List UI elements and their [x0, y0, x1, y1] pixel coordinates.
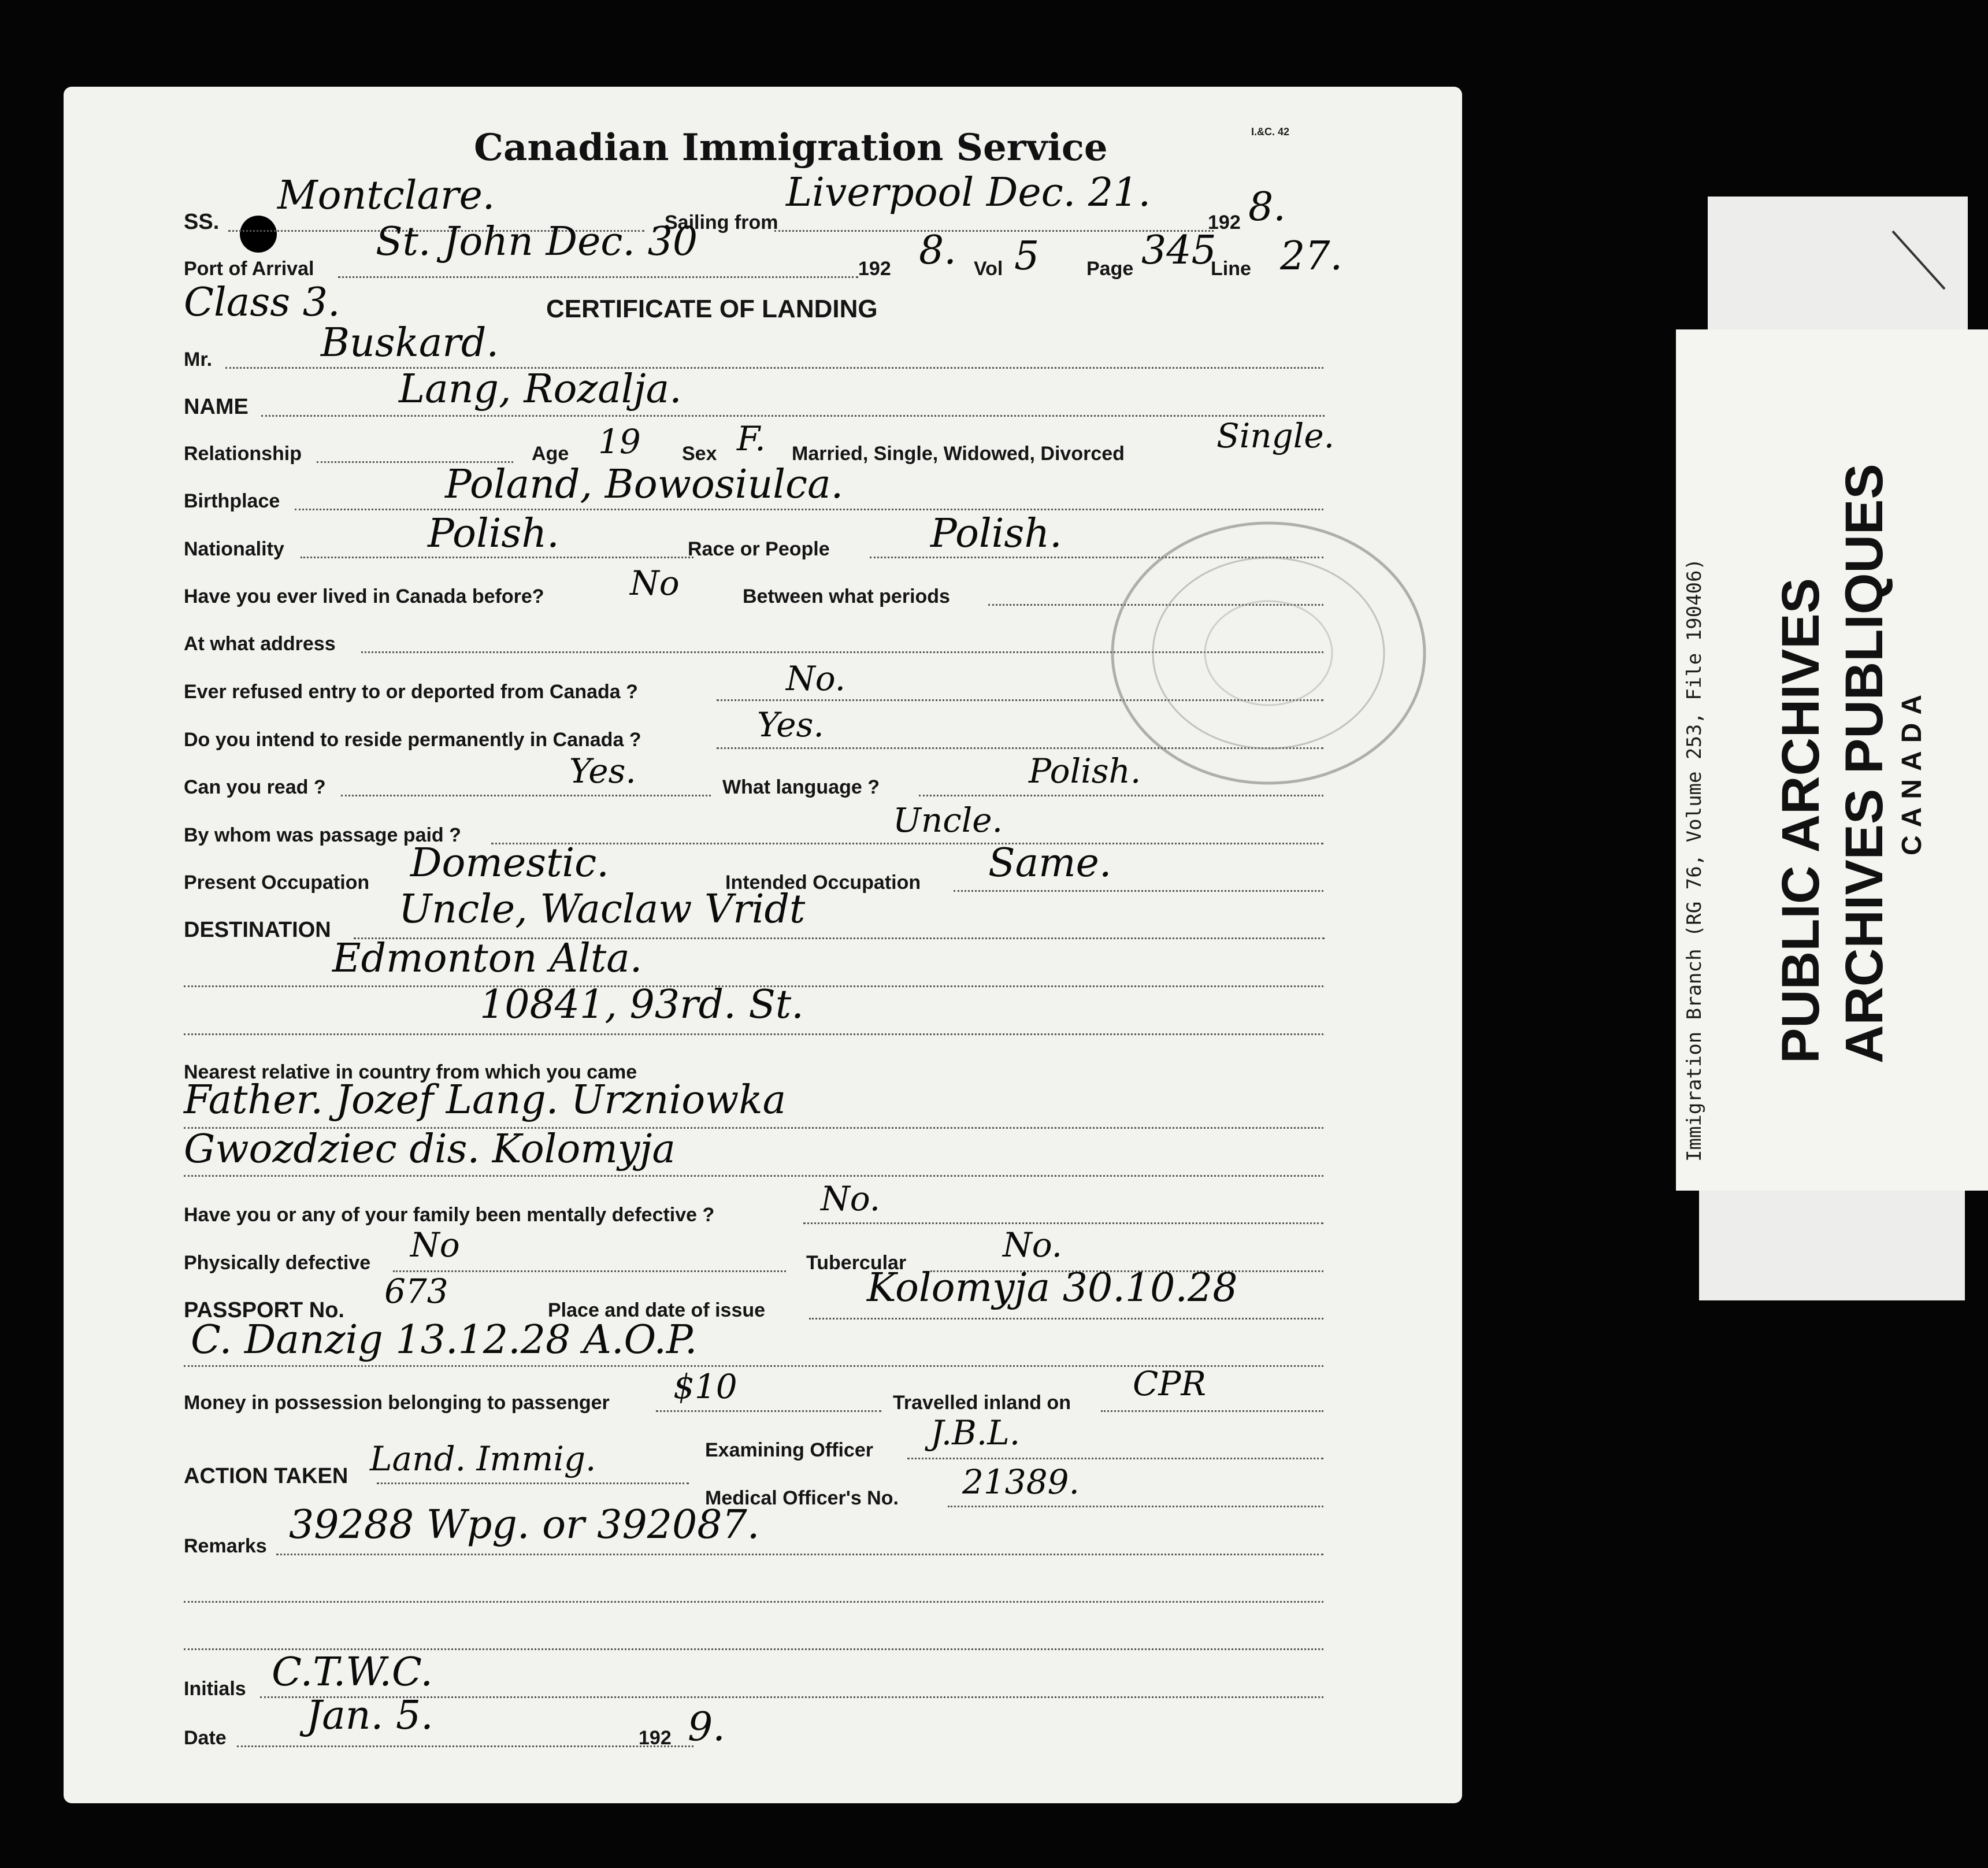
label-sailing-from: Sailing from	[665, 212, 778, 233]
label-remarks: Remarks	[184, 1535, 267, 1557]
label-race: Race or People	[688, 538, 830, 560]
label-address: At what address	[184, 633, 336, 655]
label-place-date-issue: Place and date of issue	[548, 1299, 766, 1321]
entry-marital: Single.	[1216, 416, 1335, 455]
entry-page: 345	[1141, 228, 1216, 273]
line-remarks-1	[276, 1554, 1323, 1555]
entry-present-occupation: Domestic.	[410, 840, 609, 886]
entry-travelled: CPR	[1133, 1364, 1207, 1403]
entry-class: Class 3.	[184, 280, 340, 325]
label-sailing-year: 192	[1208, 212, 1241, 233]
label-lived-before: Have you ever lived in Canada before?	[184, 585, 544, 607]
label-tubercular: Tubercular	[806, 1252, 907, 1274]
label-vol: Vol	[974, 258, 1003, 280]
entry-lived-before: No	[630, 564, 680, 603]
entry-port-year: 8.	[919, 228, 956, 273]
label-mr: Mr.	[184, 349, 213, 370]
line-name	[261, 415, 1325, 417]
line-examining	[907, 1458, 1323, 1459]
label-present-occupation: Present Occupation	[184, 872, 370, 894]
label-nationality: Nationality	[184, 538, 284, 560]
archive-country: CANADA	[1897, 687, 1927, 855]
archive-label-strip	[1676, 329, 1988, 1191]
entry-nationality: Polish.	[428, 511, 559, 557]
entry-place-date: Kolomyja 30.10.28	[867, 1265, 1238, 1311]
entry-mr: Buskard.	[321, 320, 499, 366]
label-tab-bottom	[1699, 1191, 1965, 1300]
label-marital: Married, Single, Widowed, Divorced	[792, 443, 1125, 465]
label-passage: By whom was passage paid ?	[184, 824, 461, 846]
entry-age: 19	[598, 422, 641, 461]
entry-nearest-1: Father. Jozef Lang. Urzniowka	[184, 1077, 787, 1123]
entry-passage: Uncle.	[893, 800, 1003, 840]
entry-date: Jan. 5.	[306, 1693, 433, 1739]
punch-hole	[240, 216, 277, 253]
line-read	[341, 795, 711, 796]
label-initials: Initials	[184, 1678, 246, 1700]
line-travelled	[1101, 1410, 1323, 1412]
label-tab-top	[1708, 197, 1968, 341]
label-intended-occupation: Intended Occupation	[725, 872, 921, 894]
entry-line: 27.	[1280, 233, 1343, 279]
label-ss: SS.	[184, 210, 220, 234]
label-action-taken: ACTION TAKEN	[184, 1464, 348, 1488]
label-can-read: Can you read ?	[184, 776, 326, 798]
entry-reside: Yes.	[757, 705, 824, 744]
entry-sailing-year: 8.	[1248, 184, 1286, 230]
label-age: Age	[532, 443, 569, 465]
entry-remarks: 39288 Wpg. or 392087.	[289, 1502, 760, 1548]
document-title: Canadian Immigration Service	[474, 126, 1108, 169]
line-remarks-2	[184, 1601, 1323, 1603]
label-page: Page	[1086, 258, 1134, 280]
entry-passport-no: 673	[384, 1272, 448, 1311]
label-language: What language ?	[722, 776, 880, 798]
line-passage	[491, 843, 1323, 844]
line-birthplace	[295, 509, 1323, 510]
line-action	[377, 1482, 689, 1484]
line-port	[338, 276, 858, 278]
label-destination: DESTINATION	[184, 918, 331, 942]
label-refused: Ever refused entry to or deported from Canada ?	[184, 681, 638, 703]
line-intended	[954, 890, 1323, 892]
label-port-of-arrival: Port of Arrival	[184, 258, 314, 280]
entry-name: Lang, Rozalja.	[399, 366, 682, 412]
line-date	[237, 1745, 693, 1747]
label-reside: Do you intend to reside permanently in Canada ?	[184, 729, 641, 751]
entry-ship: Montclare.	[277, 173, 495, 218]
label-examining-officer: Examining Officer	[705, 1439, 873, 1461]
archive-branch-text: Immigration Branch (RG 76, Volume 253, File 190406)	[1683, 558, 1706, 1162]
entry-destination-3: 10841, 93rd. St.	[480, 982, 804, 1028]
label-birthplace: Birthplace	[184, 490, 280, 512]
line-language	[919, 795, 1323, 796]
label-sex: Sex	[682, 443, 717, 465]
label-nearest-relative: Nearest relative in country from which you came	[184, 1061, 637, 1083]
port-stamp	[1101, 514, 1436, 792]
line-mr	[225, 367, 1323, 369]
entry-refused: No.	[786, 659, 846, 698]
entry-tubercular: No.	[1003, 1225, 1063, 1265]
line-mentally	[803, 1222, 1323, 1224]
line-money	[656, 1410, 881, 1412]
label-physically-defective: Physically defective	[184, 1252, 371, 1274]
entry-examining-officer: J.B.L.	[930, 1413, 1021, 1452]
line-nationality	[301, 557, 693, 558]
label-relationship: Relationship	[184, 443, 302, 465]
label-date-year: 192	[639, 1727, 672, 1749]
form-code: I.&C. 42	[1251, 126, 1290, 138]
archive-name-french: ARCHIVES PUBLIQUES	[1835, 464, 1894, 1063]
label-port-year: 192	[858, 258, 891, 280]
line-destination-3	[184, 1033, 1323, 1035]
label-between-periods: Between what periods	[743, 585, 950, 607]
entry-action: Land. Immig.	[370, 1439, 596, 1478]
entry-language: Polish.	[1029, 751, 1141, 791]
certificate-card	[64, 87, 1462, 1803]
line-nearest-2	[184, 1175, 1323, 1177]
entry-mentally: No.	[821, 1179, 881, 1218]
line-place-date	[809, 1318, 1323, 1320]
label-travelled-inland: Travelled inland on	[893, 1392, 1071, 1414]
entry-intended-occupation: Same.	[988, 840, 1112, 886]
label-medical-officer: Medical Officer's No.	[705, 1487, 899, 1509]
entry-can-read: Yes.	[569, 751, 636, 791]
entry-visa-line: C. Danzig 13.12.28 A.O.P.	[191, 1317, 698, 1363]
certificate-heading: CERTIFICATE OF LANDING	[546, 295, 878, 323]
entry-date-year: 9.	[688, 1704, 725, 1750]
entry-race: Polish.	[930, 511, 1062, 557]
entry-initials: C.T.W.C.	[272, 1650, 433, 1695]
entry-destination-2: Edmonton Alta.	[332, 936, 643, 981]
archive-name-english: PUBLIC ARCHIVES	[1771, 578, 1830, 1063]
entry-port: St. John Dec. 30	[376, 219, 698, 265]
label-line: Line	[1211, 258, 1251, 280]
label-passport: PASSPORT No.	[184, 1298, 344, 1322]
entry-birthplace: Poland, Bowosiulca.	[445, 462, 844, 507]
entry-vol: 5	[1014, 233, 1040, 279]
entry-nearest-2: Gwozdziec dis. Kolomyja	[184, 1126, 676, 1172]
entry-sailing-from: Liverpool Dec. 21.	[786, 170, 1151, 216]
entry-destination-1: Uncle, Waclaw Vridt	[399, 887, 806, 932]
label-date: Date	[184, 1727, 227, 1749]
line-physically	[393, 1270, 786, 1272]
label-mentally-defective: Have you or any of your family been mentally defective ?	[184, 1204, 715, 1226]
entry-medical-no: 21389.	[962, 1462, 1080, 1502]
label-money: Money in possession belonging to passenger	[184, 1392, 610, 1414]
entry-physically: No	[410, 1225, 460, 1265]
line-medical	[948, 1506, 1323, 1507]
entry-money: $10	[673, 1367, 737, 1406]
label-name: NAME	[184, 395, 248, 419]
entry-sex: F.	[737, 419, 766, 458]
